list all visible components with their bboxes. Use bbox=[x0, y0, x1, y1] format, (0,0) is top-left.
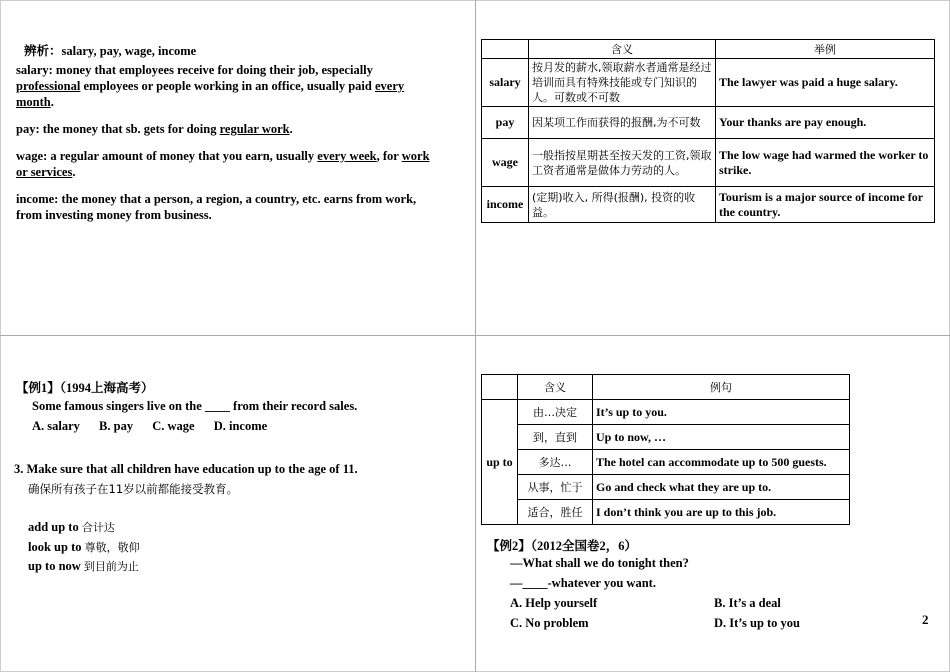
horizontal-divider bbox=[0, 335, 950, 336]
example2-option-d: D. It’s up to you bbox=[714, 616, 801, 630]
salary-comparison-table bbox=[481, 39, 935, 223]
item3-translation: 确保所有孩子在11岁以前都能接受教育。 bbox=[28, 482, 239, 496]
table-header-row bbox=[482, 375, 850, 400]
example2-option-c: C. No problem bbox=[510, 616, 589, 630]
vertical-divider bbox=[475, 0, 476, 672]
list-item: add up to 合计达 bbox=[28, 520, 115, 534]
example1-options: A. salary B. pay C. wage D. income bbox=[32, 419, 268, 433]
example2-question: —What shall we do tonight then? bbox=[510, 556, 689, 570]
table-header-row bbox=[482, 40, 935, 59]
table-row: income (定期)收入, 所得(报酬), 投资的收益。 Tourism is a major source of income for the country. bbox=[482, 187, 935, 223]
example2-label: 【例2】（2012全国卷2，6） bbox=[487, 539, 638, 553]
header-meaning: 含义 bbox=[529, 40, 716, 59]
pay-definition: pay: the money that sb. gets for doing regular work. bbox=[16, 122, 293, 136]
q1-definitions bbox=[16, 62, 456, 223]
wage-definition: wage: a regular amount of money that you earn, usually every week, for work or services. bbox=[16, 149, 430, 179]
page-number: 2 bbox=[922, 612, 929, 627]
table-row: salary 按月发的薪水,领取薪水者通常是经过培训而具有特殊技能或专门知识的人。可数或不可数 The lawyer was paid a huge salary. bbox=[482, 59, 935, 107]
example2-answer: —____-whatever you want. bbox=[510, 576, 656, 590]
example2-option-a: A. Help yourself bbox=[510, 596, 598, 610]
header-example: 举例 bbox=[716, 40, 935, 59]
table-row: 多达… The hotel can accommodate up to 500 guests. bbox=[482, 450, 850, 475]
table-row: pay 因某项工作而获得的报酬,为不可数 Your thanks are pay enough. bbox=[482, 107, 935, 139]
list-item: up to now 到目前为止 bbox=[28, 559, 139, 573]
up-to-table bbox=[481, 374, 850, 525]
table-row: up to 由…决定 It’s up to you. bbox=[482, 400, 850, 425]
example1-label: 【例1】（1994上海高考） bbox=[16, 381, 154, 395]
table-row: 适合，胜任 I don’t think you are up to this job. bbox=[482, 500, 850, 525]
header-example: 例句 bbox=[593, 375, 850, 400]
q1-heading: 辨析：salary, pay, wage, income bbox=[24, 44, 197, 58]
header-meaning: 含义 bbox=[518, 375, 593, 400]
table-row: 从事，忙于 Go and check what they are up to. bbox=[482, 475, 850, 500]
phrase-list bbox=[28, 518, 140, 577]
example1-sentence: Some famous singers live on the ____ from their record sales. bbox=[32, 399, 358, 413]
phrase-cell: up to bbox=[482, 400, 518, 525]
table-row: wage 一般指按星期甚至按天发的工资,领取工资者通常是做体力劳动的人。 The low wage had warmed the worker to strike. bbox=[482, 139, 935, 187]
list-item: look up to 尊敬，敬仰 bbox=[28, 539, 140, 554]
income-definition: income: the money that a person, a region, a country, etc. earns from work, from investing money from business. bbox=[16, 192, 417, 222]
item3-sentence: 3. Make sure that all children have education up to the age of 11. bbox=[14, 462, 358, 476]
example2-option-b: B. It’s a deal bbox=[714, 596, 781, 610]
salary-definition: salary: money that employees receive for doing their job, especially professional employees or people working in an office, usually paid every month. bbox=[16, 63, 405, 109]
table-row: 到，直到 Up to now, … bbox=[482, 425, 850, 450]
